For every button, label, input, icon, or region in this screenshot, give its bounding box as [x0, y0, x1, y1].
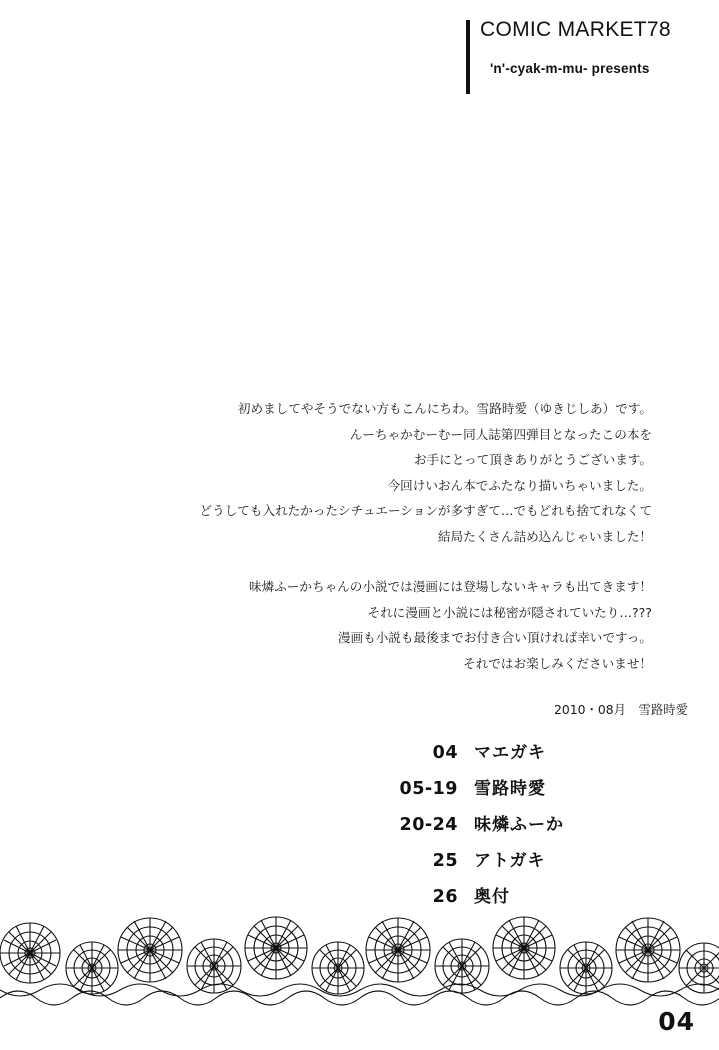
contents-label: アトガキ [474, 851, 546, 871]
contents-page-number: 25 [432, 851, 458, 871]
paragraph-spacer [40, 549, 652, 574]
page-number: 04 [658, 1007, 695, 1036]
contents-row [380, 774, 688, 810]
floral-border-decoration [0, 898, 719, 1028]
foreword-line: どうしても入れたかったシチュエーションが多すぎて…でもどれも捨てれなくて [199, 503, 652, 518]
foreword-line: お手にとって頂きありがとうございます。 [413, 452, 652, 467]
contents-row [380, 738, 688, 774]
foreword-line: 味燐ふーかちゃんの小説では漫画には登場しないキャラも出てきます！ [249, 579, 652, 594]
foreword-line: それではお楽しみくださいませ！ [463, 655, 652, 671]
contents-label: マエガキ [474, 743, 546, 763]
foreword-line: んーちゃかむーむー同人誌第四弾目となったこの本を [349, 426, 652, 442]
date-signature: 2010・08月 雪路時愛 [553, 702, 688, 717]
foreword-line: 初めましてやそうでない方もこんにちわ。雪路時愛（ゆきじしあ）です。 [237, 401, 652, 416]
table-of-contents [380, 738, 688, 918]
foreword-line: 漫画も小説も最後までお付き合い頂ければ幸いですっ。 [337, 630, 652, 645]
foreword-line: それに漫画と小説には秘密が隠されていたり…??? [367, 604, 652, 620]
foreword-line: 結局たくさん詰め込んじゃいました！ [437, 528, 652, 544]
contents-page-number: 04 [432, 743, 458, 763]
contents-row [380, 846, 688, 882]
foreword-line: 今回けいおん本でふたなり描いちゃいました。 [387, 477, 652, 493]
page-title: COMIC MARKET78 [480, 18, 671, 41]
contents-label: 雪路時愛 [474, 779, 546, 799]
contents-page-number: 05-19 [399, 779, 458, 799]
contents-label: 味燐ふーか [474, 815, 564, 835]
header-block [466, 18, 706, 76]
header-subtitle: 'n'-cyak-m-mu- presents [490, 61, 650, 77]
contents-label: 奥付 [474, 887, 510, 907]
contents-row [380, 810, 688, 846]
contents-page-number: 20-24 [399, 815, 458, 835]
foreword-text [40, 396, 652, 676]
contents-page-number: 26 [432, 887, 458, 907]
